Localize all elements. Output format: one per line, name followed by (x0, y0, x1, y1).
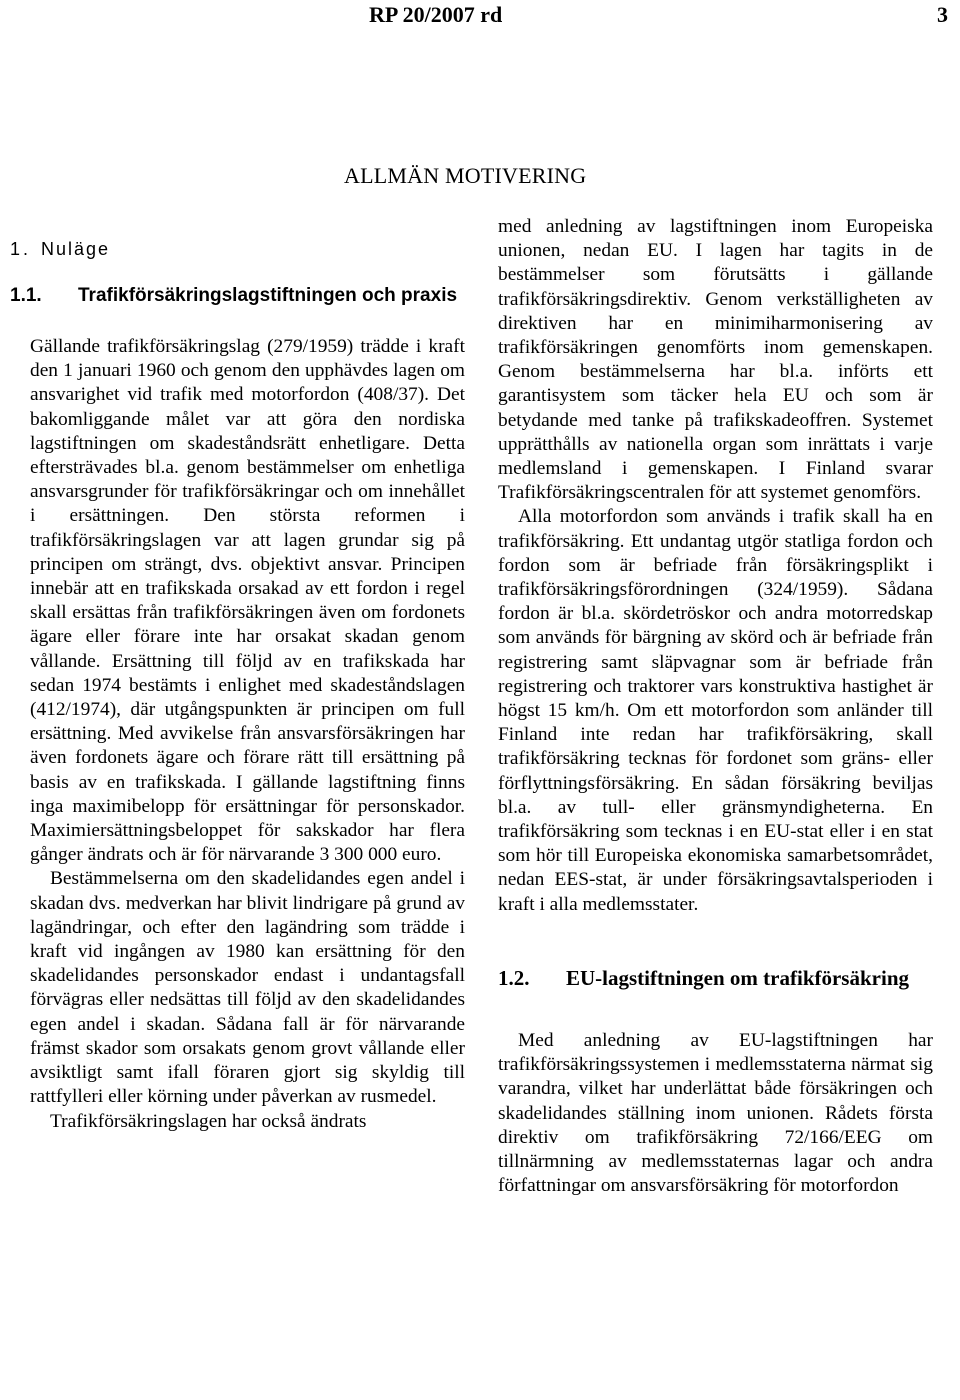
document-reference: RP 20/2007 rd (369, 2, 503, 27)
spacer (30, 309, 465, 335)
page-number: 3 (937, 2, 948, 27)
heading-text: EU-lagstiftningen om trafikförsäkring (566, 965, 909, 990)
paragraph: med anledning av lagstiftningen inom Europeiska unionen, nedan EU. I lagen har tagits in de bestämmelser som förutsätts i gällande trafikförsäkringsdirektiv. Genom verkställigheten av direktiven har en minimiharmonisering av trafikförsäkringen genomförts inom gemenskapen. Genom bestämmelserna har bl.a. införts ett garantisystem som täcker hela EU och som är betydande med tanke på trafikskadeoffren. Systemet upprätthålls av nationella organ som inrättats i varje medlemsland i gemenskapen. I Finland svarar Trafikförsäkringscentralen för att systemet genomförs. (498, 216, 933, 504)
right-column (498, 215, 933, 1198)
section-title: ALLMÄN MOTIVERING (344, 163, 587, 188)
heading-number: 1.1. (10, 285, 42, 306)
heading-1-2 (498, 965, 933, 991)
heading-1-1 (10, 283, 465, 309)
heading-nulage (10, 237, 465, 263)
heading-text: Nuläge (41, 239, 111, 259)
left-column (10, 215, 465, 1134)
heading-number: 1. (10, 239, 32, 259)
paragraph: Trafikförsäkringslagen har också ändrats (50, 1110, 367, 1132)
paragraph: Gällande trafikförsäkringslag (279/1959) trädde i kraft den 1 januari 1960 och genom den upphävdes lagen om ansvarighet vid trafik med motorfordon (408/37). Det bakomliggande målet var att göra den nordiska lagstiftningen om skadeståndsrätt enhetligare. Detta eftersträvades bl.a. genom bestämmelser om enhetliga ansvarsgrunder för trafikförsäkringar och om innehållet i ersättningen. Den största reformen i trafikförsäkringslagen var att lagen grundar sig på principen om strängt, dvs. objektivt ansvar. Principen innebär att en trafikskada orsakad av ett fordon i regel skall ersättas från trafikförsäkringen även om fordonets ägare eller förare inte har orsakat skadan genom vållande. Ersättning till följd av en trafikskada har sedan 1974 bestämts i enlighet med skadeståndslagen (412/1974), där utgångspunkten är principen om full ersättning. Med avvikelse från ansvarsförsäkringen har även fordonets ägare och förare rätt till ersättning på basis av en trafikskada. I gällande lagstiftning finns inga maximibelopp för ersättningar för personskador. Maximiersättningsbeloppet för sakskador har flera gånger ändrats och är för närvarande 3 300 000 euro. (30, 336, 465, 866)
heading-text: Trafikförsäkringslagstiftningen och praxis (78, 285, 458, 306)
paragraph: Bestämmelserna om den skadelidandes egen andel i skadan dvs. medverkan har blivit lindrigare på grund av lagändringar, och efter den lagändring som trädde i kraft vid ingången av 1980 kan ersättning för den skadelidandes personskador endast i undantagsfall förvägras eller nedsättas till följd av den skadelidandes egen andel i skadan. Sådana fall är för närvarande främst skador som orsakats genom grovt vållande eller avsiktligt samt ifall föraren gjort sig skyldig till rattfylleri eller körning under påverkan av rusmedel. (30, 868, 465, 1108)
paragraph: Med anledning av EU-lagstiftningen har trafikförsäkringssystemen i medlemsstaterna närmat sig varandra, vilket har underlättat både försäkringen och skadelidandes ställning inom unionen. Rådets första direktiv om trafikförsäkring 72/166/EEG om tillnärmning av medlemsstaternas lagar och andra författningar om ansvarsförsäkring för motorfordon (498, 1029, 933, 1197)
heading-number: 1.2. (498, 965, 530, 990)
paragraph: Alla motorfordon som används i trafik skall ha en trafikförsäkring. Ett undantag utgör statliga fordon och fordon som är befriade från försäkringsplikt i trafikförsäkringsförordningen (324/1959). Sådana fordon är bl.a. skördetröskor och andra motorredskap som används för bärgning av skörd och är befriade från registrering samt släpvagnar som är befriade från registrering och traktorer vars konstruktiva hastighet är högst 15 km/h. Om ett motorfordon som anländer till Finland inte redan har trafikförsäkring, skall trafikförsäkring tecknas för fordonet som gräns- eller förflyttningsförsäkring. En sådan försäkring beviljas bl.a. av tull- eller gränsmyndigheterna. En trafikförsäkring som tecknas i en EU-stat eller i en stat som hör till Europeiska ekonomiska samarbetsområdet, nedan EES-stat, är under försäkringsavtalsperioden i kraft i alla medlemsstater. (498, 506, 933, 915)
page-header (0, 2, 960, 32)
